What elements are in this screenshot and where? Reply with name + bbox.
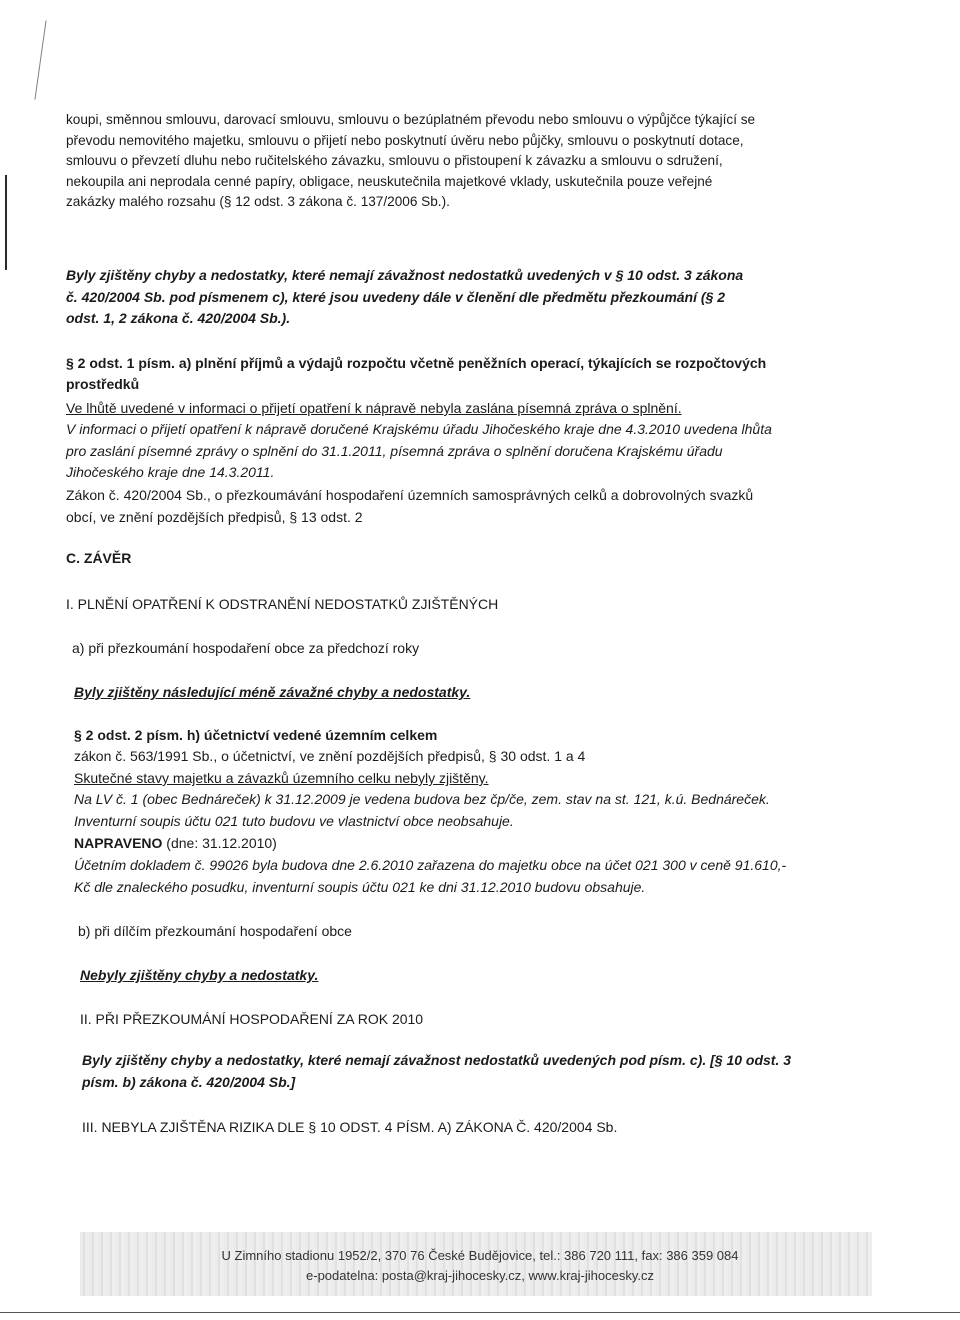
footer-address: U Zimního stadionu 1952/2, 370 76 České Budějovice, tel.: 386 720 111, fax: 386 359 084 — [221, 1248, 739, 1263]
section-a-law — [66, 485, 920, 528]
scan-corner-line — [34, 20, 46, 99]
intro-line: smlouvu o převzetí dluhu nebo ručitelského závazku, smlouvu o přistoupení k závazku a smlouvu o sdružení, — [66, 153, 723, 168]
item-italic — [74, 789, 920, 832]
section-a-italic — [66, 419, 920, 484]
section-a-italic-line: pro zaslání písemné zprávy o splnění do 31.1.2011, písemná zpráva o splnění doručena Krajskému úřadu — [66, 442, 723, 459]
part-one-sub-b-finding: Nebyly zjištěny chyby a nedostatky. — [80, 967, 319, 983]
footer-contacts: e-podatelna: posta@kraj-jihocesky.cz, www.kraj-jihocesky.cz — [306, 1268, 654, 1283]
part-two-finding-line: písm. b) zákona č. 420/2004 Sb.] — [82, 1073, 296, 1090]
finding-intro-line: č. 420/2004 Sb. pod písmenem c), které jsou uvedeny dále v členění dle předmětu přezkoumání (§ 2 — [66, 288, 726, 305]
intro-line: koupi, směnnou smlouvu, darovací smlouvu, smlouvu o bezúplatném převodu nebo smlouvu o výpůjčce týkající se — [66, 112, 756, 127]
section-a-heading-line: § 2 odst. 1 písm. a) plnění příjmů a výdajů rozpočtu včetně peněžních operací, týkajících se rozpočtových — [66, 355, 767, 371]
part-three-title: III. NEBYLA ZJIŠTĚNA RIZIKA DLE § 10 ODST. 4 PÍSM. A) ZÁKONA Č. 420/2004 Sb. — [82, 1119, 618, 1135]
finding-intro-line: odst. 1, 2 zákona č. 420/2004 Sb.). — [66, 310, 291, 326]
item-heading: § 2 odst. 2 písm. h) účetnictví vedené územním celkem — [74, 727, 438, 743]
section-a-heading-line: prostředků — [66, 376, 140, 392]
intro-paragraph — [66, 110, 920, 213]
fixed-date: (dne: 31.12.2010) — [162, 835, 277, 851]
section-a-italic-line: V informaci o přijetí opatření k nápravě doručené Krajskému úřadu Jihočeského kraje dne 4.3.2010 uvedena lhůta — [66, 421, 772, 437]
fixed-line — [74, 833, 920, 854]
intro-line: nekoupila ani neprodala cenné papíry, obligace, neuskutečnila majetkové vklady, uskutečnila pouze veřejné — [66, 173, 713, 189]
part-one-title: I. PLNĚNÍ OPATŘENÍ K ODSTRANĚNÍ NEDOSTATKŮ ZJIŠTĚNÝCH — [66, 596, 499, 612]
item-italic-line: Inventurní soupis účtu 021 tuto budovu ve vlastnictví obce neobsahuje. — [74, 812, 514, 829]
section-a-underlined: Ve lhůtě uvedené v informaci o přijetí opatření k nápravě nebyla zaslána písemná zpráva o splnění. — [66, 400, 682, 416]
part-one-sub-a: a) při přezkoumání hospodaření obce za předchozí roky — [72, 640, 420, 656]
finding-intro — [66, 265, 920, 330]
fixed-italic — [74, 855, 920, 898]
conclusion-title: C. ZÁVĚR — [66, 550, 132, 566]
fixed-label: NAPRAVENO — [74, 835, 163, 851]
part-two-title: II. PŘI PŘEZKOUMÁNÍ HOSPODAŘENÍ ZA ROK 2010 — [80, 1011, 424, 1027]
footer-band — [80, 1232, 872, 1296]
part-two-finding — [82, 1050, 920, 1093]
part-one-sub-a-finding: Byly zjištěny následující méně závažné chyby a nedostatky. — [74, 684, 471, 700]
scan-edge-mark — [5, 175, 7, 270]
finding-intro-line: Byly zjištěny chyby a nedostatky, které nemají závažnost nedostatků uvedených v § 10 odst. 3 zákona — [66, 267, 744, 283]
section-a-law-line: Zákon č. 420/2004 Sb., o přezkoumávání hospodaření územních samosprávných celků a dobrovolných svazků — [66, 487, 754, 503]
section-a-law-line: obcí, ve znění pozdějších předpisů, § 13 odst. 2 — [66, 508, 363, 525]
section-a-italic-line: Jihočeského kraje dne 14.3.2011. — [66, 464, 275, 480]
item-italic-line: Na LV č. 1 (obec Bednáreček) k 31.12.2009 je vedena budova bez čp/če, zem. stav na st. 121, k.ú. Bednáreček. — [74, 791, 770, 807]
intro-line: převodu nemovitého majetku, smlouvu o přijetí nebo poskytnutí úvěru nebo půjčky, smlouvu o poskytnutí dotace, — [66, 132, 744, 148]
scan-bottom-line — [0, 1312, 960, 1313]
fixed-italic-line: Účetním dokladem č. 99026 byla budova dne 2.6.2010 zařazena do majetku obce na účet 021 300 v ceně 91.610,- — [74, 857, 787, 873]
intro-line: zakázky malého rozsahu (§ 12 odst. 3 zákona č. 137/2006 Sb.). — [66, 194, 450, 209]
section-a-heading — [66, 353, 920, 395]
item-underlined: Skutečné stavy majetku a závazků územního celku nebyly zjištěny. — [74, 770, 489, 786]
part-two-finding-line: Byly zjištěny chyby a nedostatky, které nemají závažnost nedostatků uvedených pod písm. c). [§ 10 odst. 3 — [82, 1052, 792, 1068]
part-one-sub-b: b) při dílčím přezkoumání hospodaření obce — [78, 923, 352, 939]
fixed-italic-line: Kč dle znaleckého posudku, inventurní soupis účtu 021 ke dni 31.12.2010 budovu obsahuje. — [74, 878, 646, 895]
item-law: zákon č. 563/1991 Sb., o účetnictví, ve znění pozdějších předpisů, § 30 odst. 1 a 4 — [74, 748, 586, 764]
